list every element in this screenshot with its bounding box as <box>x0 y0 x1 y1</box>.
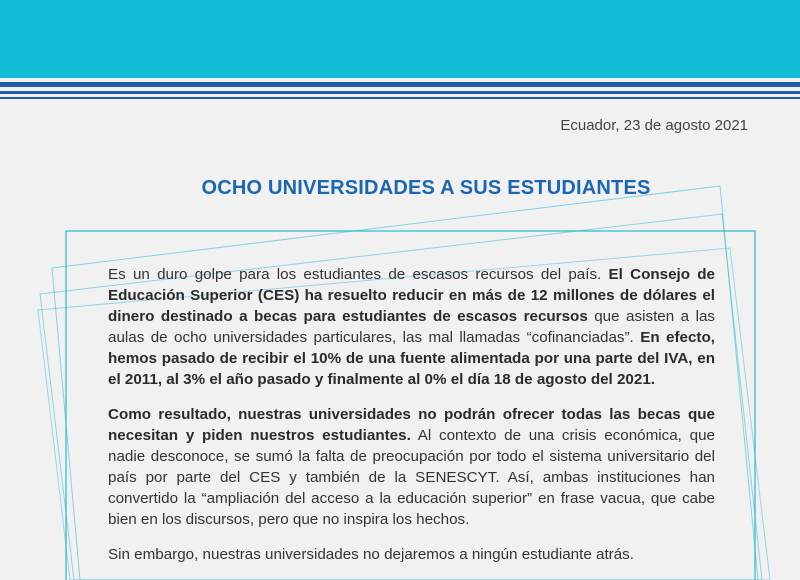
paragraph-3 <box>108 544 715 565</box>
document-date: Ecuador, 23 de agosto 2021 <box>560 117 748 134</box>
text-segment: Sin embargo, nuestras universidades no dejaremos a ningún estudiante atrás. <box>108 546 634 563</box>
paragraph-2 <box>108 404 715 530</box>
page-title: OCHO UNIVERSIDADES A SUS ESTUDIANTES <box>201 177 651 199</box>
document-body <box>108 264 715 579</box>
bold-text-segment: En efecto, hemos pasado de recibir el 10% de una fuente alimentada por una parte del IVA, en el 2011, al 3% el año pasado y finalmente al 0% el día 18 de agosto del 2021. <box>108 329 715 388</box>
text-segment: que asisten a las aulas de ocho universidades particulares, las mal llamadas “cofinanciadas”. <box>108 308 715 346</box>
bold-text-segment: El Consejo de Educación Superior (CES) ha resuelto reducir en más de 12 millones de dólares el dinero destinado a becas para estudiantes de escasos recursos <box>108 266 715 325</box>
text-segment: Al contexto de una crisis económica, que nadie desconoce, se sumó la falta de preocupación por todo el sistema universitario del país por parte del CES y también de la SENESCYT. Así, ambas instituciones han convertido la “ampliación del acceso a la educación superior” en frase vacua, que cabe bien en los discursos, pero que no inspira los hechos. <box>108 427 715 528</box>
bold-text-segment: Como resultado, nuestras universidades no podrán ofrecer todas las becas que necesitan y piden nuestros estudiantes. <box>108 406 715 444</box>
paragraph-1 <box>108 264 715 390</box>
text-segment: Es un duro golpe para los estudiantes de escasos recursos del país. <box>108 266 609 283</box>
